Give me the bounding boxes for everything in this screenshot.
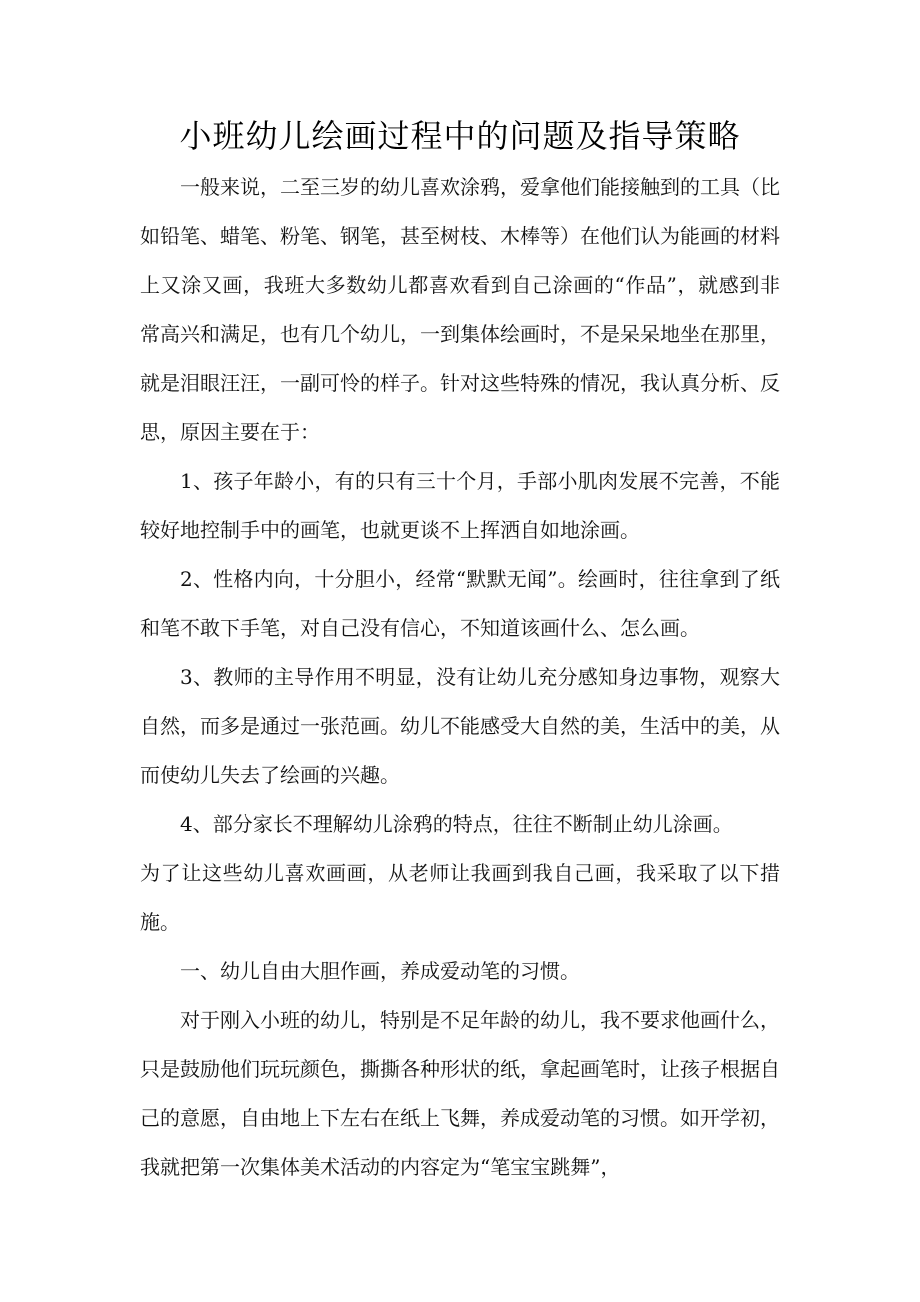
paragraph-reason-4: 4、部分家长不理解幼儿涂鸦的特点，往往不断制止幼儿涂画。 bbox=[180, 812, 733, 836]
paragraph-intro: 一般来说，二至三岁的幼儿喜欢涂鸦，爱拿他们能接触到的工具（比如铅笔、蜡笔、粉笔、钢笔，甚至树枝、木棒等）在他们认为能画的材料上又涂又画，我班大多数幼儿都喜欢看到自己涂画的“作品”，就感到非常高兴和满足，也有几个幼儿，一到集体绘画时，不是呆呆地坐在那里，就是泪眼汪汪，一副可怜的样子。针对这些特殊的情况，我认真分析、反思，原因主要在于： bbox=[140, 175, 780, 444]
paragraph-section-body-1: 对于刚入小班的幼儿，特别是不足年龄的幼儿，我不要求他画什么，只是鼓励他们玩玩颜色，撕撕各种形状的纸，拿起画笔时，让孩子根据自己的意愿，自由地上下左右在纸上飞舞，养成爱动笔的习惯。如开学初，我就把第一次集体美术活动的内容定为“笔宝宝跳舞”， bbox=[140, 1008, 780, 1179]
paragraph-section-heading-1: 一、幼儿自由大胆作画，养成爱动笔的习惯。 bbox=[180, 959, 580, 983]
paragraph-reason-3: 3、教师的主导作用不明显，没有让幼儿充分感知身边事物，观察大自然，而多是通过一张范画。幼儿不能感受大自然的美，生活中的美，从而使幼儿失去了绘画的兴趣。 bbox=[140, 665, 780, 787]
paragraph-measures-intro: 为了让这些幼儿喜欢画画，从老师让我画到我自己画，我采取了以下措施。 bbox=[140, 861, 780, 934]
document-title: 小班幼儿绘画过程中的问题及指导策略 bbox=[179, 117, 741, 155]
document-body bbox=[140, 163, 780, 1192]
paragraph-reason-2: 2、性格内向，十分胆小，经常“默默无闻”。绘画时，往往拿到了纸和笔不敢下手笔，对自己没有信心，不知道该画什么、怎么画。 bbox=[140, 567, 780, 640]
paragraph-reason-1: 1、孩子年龄小，有的只有三十个月，手部小肌肉发展不完善，不能较好地控制手中的画笔，也就更谈不上挥洒自如地涂画。 bbox=[140, 469, 780, 542]
